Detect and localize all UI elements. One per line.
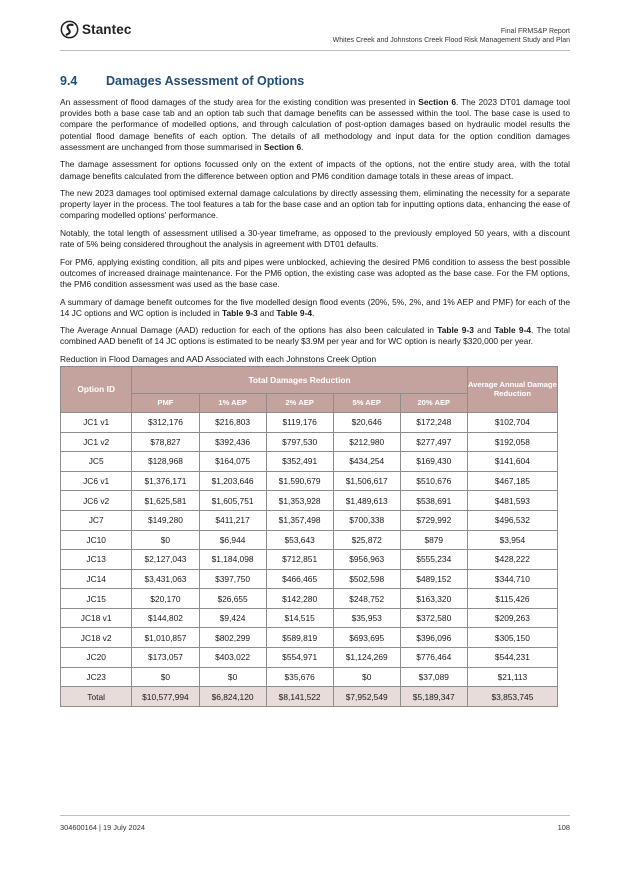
option-id-cell: JC1 v1 (61, 412, 132, 432)
paragraph-text: . (312, 307, 315, 318)
value-cell: $489,152 (400, 569, 467, 589)
option-id-cell: JC7 (61, 510, 132, 530)
total-value-cell: $5,189,347 (400, 687, 467, 707)
value-cell: $956,963 (333, 550, 400, 570)
value-cell: $392,436 (199, 432, 266, 452)
value-cell: $344,710 (467, 569, 557, 589)
value-cell: $1,353,928 (266, 491, 333, 511)
value-cell: $53,643 (266, 530, 333, 550)
option-id-cell: JC15 (61, 589, 132, 609)
footer-doc-ref: 304600164 | 19 July 2024 (60, 823, 145, 832)
paragraph-text: The Average Annual Damage (AAD) reduction for each of the options has also been calculated in (60, 325, 438, 336)
table-reference: Table 9-4 (276, 307, 313, 318)
value-cell: $352,491 (266, 452, 333, 472)
paragraph-text: and (257, 307, 277, 318)
value-cell: $700,338 (333, 510, 400, 530)
value-cell: $35,953 (333, 608, 400, 628)
table-row (61, 530, 558, 550)
table-row (61, 471, 558, 491)
paragraph-text: . (301, 141, 304, 152)
value-cell: $26,655 (199, 589, 266, 609)
option-id-cell: JC6 v2 (61, 491, 132, 511)
option-id-cell: JC1 v2 (61, 432, 132, 452)
value-cell: $403,022 (199, 648, 266, 668)
footer-divider (60, 815, 570, 816)
value-cell: $115,426 (467, 589, 557, 609)
value-cell: $142,280 (266, 589, 333, 609)
value-cell: $397,750 (199, 569, 266, 589)
page-content (60, 74, 570, 707)
total-label-cell: Total (61, 687, 132, 707)
value-cell: $538,691 (400, 491, 467, 511)
value-cell: $144,802 (132, 608, 199, 628)
value-cell: $802,299 (199, 628, 266, 648)
table-row (61, 608, 558, 628)
paragraph-5: For PM6, applying existing condition, all pits and pipes were unblocked, achieving the desired PM6 condition to assess the best possible outcomes of increased drainage maintenance. For the PM6 option, the existing case was adopted as the base case. For the FM options, the PM6 condition assessment was used as the base case. (60, 256, 570, 290)
section-reference: Section 6 (263, 141, 302, 152)
value-cell: $9,424 (199, 608, 266, 628)
value-cell: $544,231 (467, 648, 557, 668)
value-cell: $555,234 (400, 550, 467, 570)
option-id-cell: JC6 v1 (61, 471, 132, 491)
table-row (61, 628, 558, 648)
value-cell: $312,176 (132, 412, 199, 432)
table-row (61, 452, 558, 472)
value-cell: $78,827 (132, 432, 199, 452)
paragraph-text: A summary of damage benefit outcomes for the five modelled design flood events (20%, 5%, 2%, and 1% AEP and PMF) for each of the 14 JC options and WC option is included in (60, 296, 570, 318)
subheader-cell: 2% AEP (266, 393, 333, 412)
value-cell: $372,580 (400, 608, 467, 628)
value-cell: $0 (199, 667, 266, 687)
value-cell: $411,217 (199, 510, 266, 530)
value-cell: $428,222 (467, 550, 557, 570)
total-value-cell: $7,952,549 (333, 687, 400, 707)
value-cell: $128,968 (132, 452, 199, 472)
value-cell: $510,676 (400, 471, 467, 491)
value-cell: $1,184,098 (199, 550, 266, 570)
value-cell: $6,944 (199, 530, 266, 550)
value-cell: $396,096 (400, 628, 467, 648)
value-cell: $1,590,679 (266, 471, 333, 491)
paragraph-7 (60, 325, 570, 347)
option-id-cell: JC18 v2 (61, 628, 132, 648)
value-cell: $797,530 (266, 432, 333, 452)
value-cell: $1,357,498 (266, 510, 333, 530)
section-reference: Section 6 (418, 97, 457, 107)
value-cell: $149,280 (132, 510, 199, 530)
report-subtitle: Whites Creek and Johnstons Creek Flood Risk Management Study and Plan (332, 37, 570, 44)
value-cell: $434,254 (333, 452, 400, 472)
stantec-logo (60, 20, 131, 39)
paragraph-2: The damage assessment for options focussed only on the extent of impacts of the options, not the entire study area, with the total damage benefits calculated from the difference between option and PM6 condition damage totals in these areas of impact. (60, 159, 570, 181)
total-row (61, 687, 558, 707)
value-cell: $141,604 (467, 452, 557, 472)
value-cell: $20,170 (132, 589, 199, 609)
option-id-cell: JC13 (61, 550, 132, 570)
stantec-logo-icon (60, 20, 79, 39)
value-cell: $164,075 (199, 452, 266, 472)
value-cell: $1,203,646 (199, 471, 266, 491)
value-cell: $192,058 (467, 432, 557, 452)
total-value-cell: $3,853,745 (467, 687, 557, 707)
value-cell: $102,704 (467, 412, 557, 432)
value-cell: $163,320 (400, 589, 467, 609)
option-id-cell: JC14 (61, 569, 132, 589)
table-reference: Table 9-3 (437, 325, 474, 336)
table-row (61, 589, 558, 609)
table-row (61, 648, 558, 668)
damages-table (60, 366, 558, 707)
value-cell: $481,593 (467, 491, 557, 511)
table-row (61, 569, 558, 589)
value-cell: $0 (132, 530, 199, 550)
paragraph-3: The new 2023 damages tool optimised external damage calculations by directly assessing them, eliminating the necessity for a separate property layer in the process. The tool features a tab for the base case and an option tab for inputting options data, enhancing the ease of comparing modelled options' performance. (60, 188, 570, 221)
value-cell: $119,176 (266, 412, 333, 432)
value-cell: $776,464 (400, 648, 467, 668)
paragraph-1 (60, 97, 570, 153)
value-cell: $466,465 (266, 569, 333, 589)
value-cell: $496,532 (467, 510, 557, 530)
value-cell: $1,625,581 (132, 491, 199, 511)
paragraph-text: . The total combined AAD benefit of 14 JC options is estimated to be nearly $3.9M per year and for WC option is nearly $320,000 per year. (60, 325, 571, 347)
subheader-cell: 20% AEP (400, 393, 467, 412)
value-cell: $3,431,063 (132, 569, 199, 589)
value-cell: $1,489,613 (333, 491, 400, 511)
page-header (0, 0, 628, 62)
total-value-cell: $8,141,522 (266, 687, 333, 707)
table-caption: Reduction in Flood Damages and AAD Associated with each Johnstons Creek Option (60, 353, 377, 364)
value-cell: $2,127,043 (132, 550, 199, 570)
header-aad-reduction: Average Annual Damage Reduction (467, 366, 557, 412)
value-cell: $1,605,751 (199, 491, 266, 511)
table-row (61, 510, 558, 530)
option-id-cell: JC18 v1 (61, 608, 132, 628)
table-row (61, 491, 558, 511)
value-cell: $169,430 (400, 452, 467, 472)
value-cell: $589,819 (266, 628, 333, 648)
logo-text: Stantec (82, 22, 132, 37)
paragraph-4: Notably, the total length of assessment utilised a 30-year timeframe, as opposed to the previously employed 50 years, with a discount rate of 5% being considered throughout the analysis in agreement with DT01 defaults. (60, 227, 570, 250)
value-cell: $0 (132, 667, 199, 687)
value-cell: $277,497 (400, 432, 467, 452)
header-divider (60, 50, 570, 51)
value-cell: $35,676 (266, 667, 333, 687)
header-total-damages: Total Damages Reduction (132, 366, 467, 393)
report-header-text (333, 27, 570, 45)
value-cell: $173,057 (132, 648, 199, 668)
report-title: Final FRMS&P Report (500, 28, 570, 35)
paragraph-6 (60, 297, 570, 319)
value-cell: $14,515 (266, 608, 333, 628)
value-cell: $554,971 (266, 648, 333, 668)
value-cell: $467,185 (467, 471, 557, 491)
value-cell: $37,089 (400, 667, 467, 687)
table-row (61, 432, 558, 452)
paragraph-text: . The 2023 DT01 damage tool provides both a base case tab and an option tab such that damage benefits can be assessed within the tool. The base case is used to compare the performance of modelled options, and through calculation of post-option damages based on hydraulic model results the potential flood damage benefits of each option. The details of all methodology and input data for the option condition damages assessment are unchanged from those summarised in (60, 97, 571, 152)
paragraph-text: An assessment of flood damages of the study area for the existing condition was presented in (60, 97, 419, 107)
page-number: 108 (557, 823, 570, 832)
table-row (61, 550, 558, 570)
option-id-cell: JC5 (61, 452, 132, 472)
table-row (61, 667, 558, 687)
value-cell: $25,872 (333, 530, 400, 550)
table-row (61, 412, 558, 432)
value-cell: $693,695 (333, 628, 400, 648)
value-cell: $216,803 (199, 412, 266, 432)
value-cell: $305,150 (467, 628, 557, 648)
subheader-cell: 1% AEP (199, 393, 266, 412)
section-number: 9.4 (60, 74, 78, 88)
value-cell: $172,248 (400, 412, 467, 432)
value-cell: $712,851 (266, 550, 333, 570)
section-title: Damages Assessment of Options (106, 74, 305, 88)
option-id-cell: JC20 (61, 648, 132, 668)
section-heading (60, 74, 570, 88)
value-cell: $729,992 (400, 510, 467, 530)
table-reference: Table 9-3 (222, 307, 258, 318)
option-id-cell: JC23 (61, 667, 132, 687)
value-cell: $0 (333, 667, 400, 687)
value-cell: $1,010,857 (132, 628, 199, 648)
total-value-cell: $10,577,994 (132, 687, 199, 707)
value-cell: $502,598 (333, 569, 400, 589)
value-cell: $3,954 (467, 530, 557, 550)
header-option-id: Option ID (61, 366, 132, 412)
option-id-cell: JC10 (61, 530, 132, 550)
value-cell: $1,124,269 (333, 648, 400, 668)
table-reference: Table 9-4 (494, 325, 532, 336)
value-cell: $20,646 (333, 412, 400, 432)
value-cell: $21,113 (467, 667, 557, 687)
paragraph-text: and (473, 325, 495, 336)
value-cell: $879 (400, 530, 467, 550)
value-cell: $1,506,617 (333, 471, 400, 491)
value-cell: $1,376,171 (132, 471, 199, 491)
value-cell: $212,980 (333, 432, 400, 452)
value-cell: $248,752 (333, 589, 400, 609)
value-cell: $209,263 (467, 608, 557, 628)
subheader-cell: PMF (132, 393, 199, 412)
total-value-cell: $6,824,120 (199, 687, 266, 707)
subheader-cell: 5% AEP (333, 393, 400, 412)
